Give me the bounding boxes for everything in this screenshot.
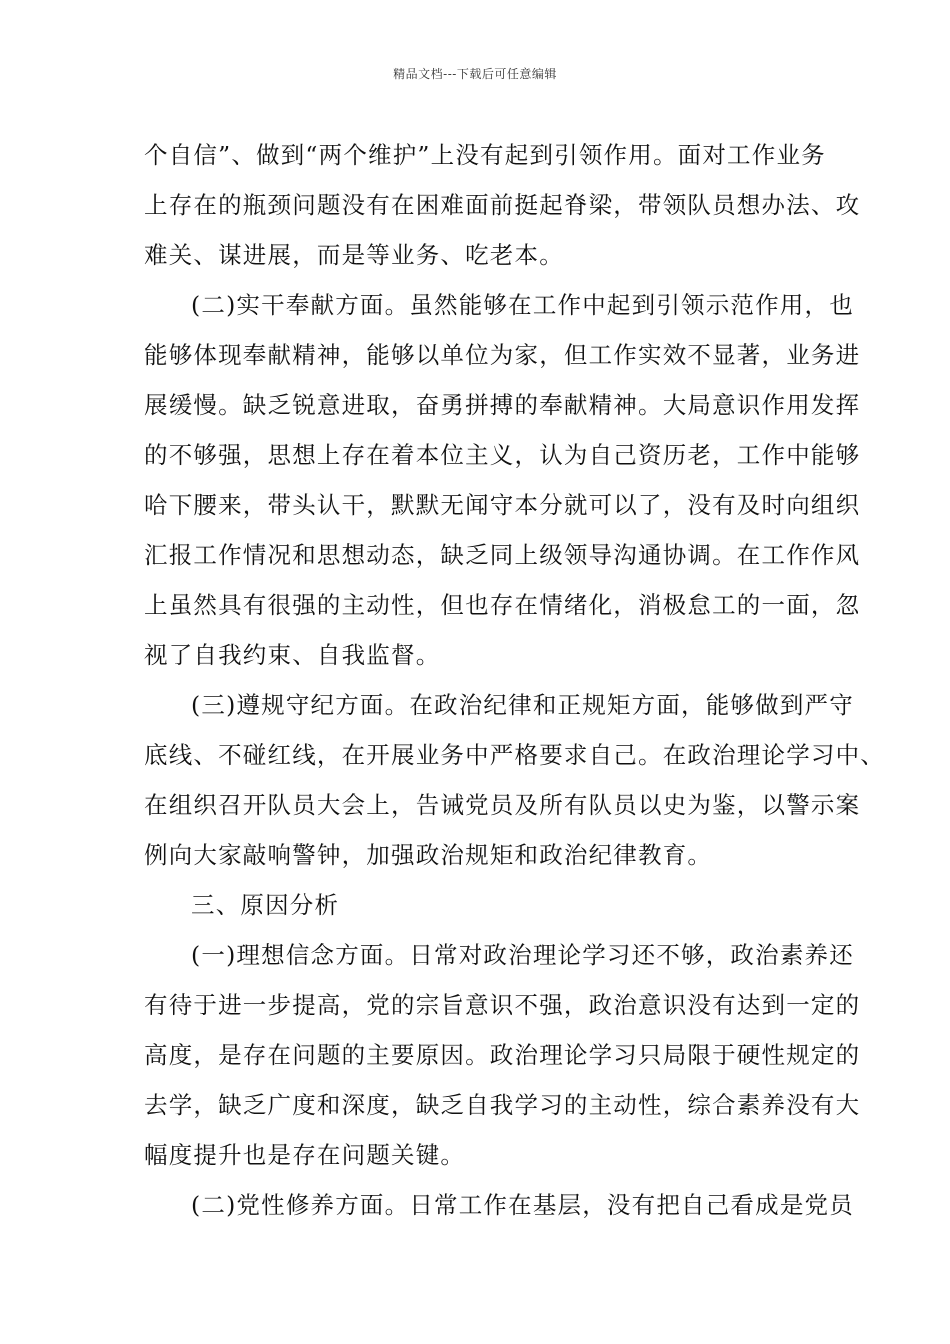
paragraph-start-line: (三)遵规守纪方面。在政治纪律和正规矩方面，能够做到严守 (191, 691, 854, 719)
paragraph-start-line: (二)党性修养方面。日常工作在基层，没有把自己看成是党员 (191, 1191, 854, 1219)
text-line: 展缓慢。缺乏锐意进取，奋勇拼搏的奉献精神。大局意识作用发挥 (144, 391, 861, 419)
paragraph-start-line: (一)理想信念方面。日常对政治理论学习还不够，政治素养还 (191, 941, 854, 969)
text-line: 底线、不碰红线，在开展业务中严格要求自己。在政治理论学习中、 (144, 741, 885, 769)
text-line: 例向大家敲响警钟，加强政治规矩和政治纪律教育。 (144, 841, 713, 869)
text-line: 个自信”、做到“两个维护”上没有起到引领作用。面对工作业务 (144, 141, 826, 169)
page-header: 精品文档---下载后可任意编辑 (393, 67, 557, 81)
section-heading: 三、原因分析 (191, 891, 340, 919)
text-line: 视了自我约束、自我监督。 (144, 641, 441, 669)
text-line: 的不够强，思想上存在着本位主义，认为自己资历老，工作中能够 (144, 441, 861, 469)
paragraph-start-line: (二)实干奉献方面。虽然能够在工作中起到引领示范作用，也 (191, 291, 854, 319)
text-line: 在组织召开队员大会上，告诫党员及所有队员以史为鉴，以警示案 (144, 791, 861, 819)
text-line: 高度，是存在问题的主要原因。政治理论学习只局限于硬性规定的 (144, 1041, 861, 1069)
text-line: 上虽然具有很强的主动性，但也存在情绪化，消极怠工的一面，忽 (144, 591, 861, 619)
text-line: 哈下腰来，带头认干，默默无闻守本分就可以了，没有及时向组织 (144, 491, 861, 519)
text-line: 去学，缺乏广度和深度，缺乏自我学习的主动性，综合素养没有大 (144, 1091, 861, 1119)
text-line: 上存在的瓶颈问题没有在困难面前挺起脊梁，带领队员想办法、攻 (144, 191, 861, 219)
text-line: 能够体现奉献精神，能够以单位为家，但工作实效不显著，业务进 (144, 341, 861, 369)
text-line: 有待于进一步提高，党的宗旨意识不强，政治意识没有达到一定的 (144, 991, 861, 1019)
document-body (144, 130, 885, 1230)
text-line: 汇报工作情况和思想动态，缺乏同上级领导沟通协调。在工作作风 (144, 541, 861, 569)
text-line: 幅度提升也是存在问题关键。 (144, 1141, 466, 1169)
text-line: 难关、谋进展，而是等业务、吃老本。 (144, 241, 564, 269)
